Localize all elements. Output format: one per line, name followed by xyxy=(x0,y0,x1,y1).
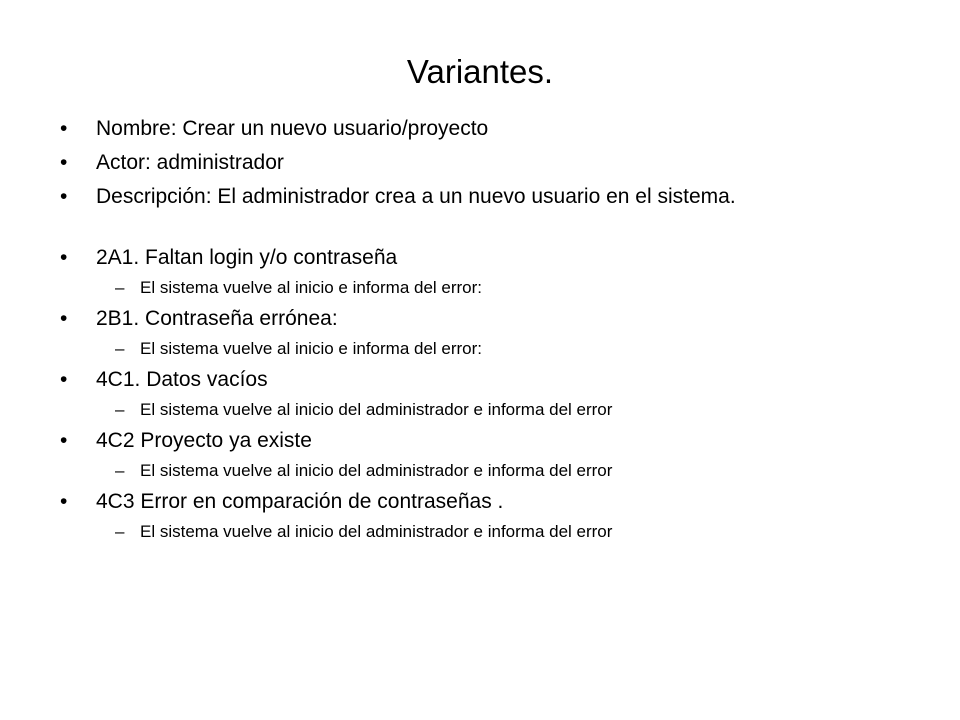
variant-detail-text: El sistema vuelve al inicio e informa del error: xyxy=(140,278,483,297)
bullet-icon: • xyxy=(60,246,68,269)
variant-detail xyxy=(60,399,920,421)
dash-icon: – xyxy=(115,400,125,419)
bullet-icon: • xyxy=(60,117,68,140)
spacer xyxy=(60,219,920,246)
slide-content xyxy=(60,117,920,551)
variant-label: 4C3 Error en comparación de contraseñas . xyxy=(96,490,504,513)
variant-item xyxy=(60,307,920,331)
variant-label: 4C1. Datos vacíos xyxy=(96,368,268,391)
bullet-item xyxy=(60,185,796,209)
variant-label: 2B1. Contraseña errónea: xyxy=(96,307,338,330)
bullet-icon: • xyxy=(60,429,68,452)
bullet-item xyxy=(60,117,920,141)
bullet-icon: • xyxy=(60,307,68,330)
bullet-text: Nombre: Crear un nuevo usuario/proyecto xyxy=(96,117,489,140)
variant-item xyxy=(60,368,920,392)
variant-detail xyxy=(60,460,920,482)
variant-label: 4C2 Proyecto ya existe xyxy=(96,429,312,452)
bullet-icon: • xyxy=(60,368,68,391)
variant-item xyxy=(60,246,920,270)
dash-icon: – xyxy=(115,339,125,358)
bullet-icon: • xyxy=(60,490,68,513)
slide-title: Variantes. xyxy=(406,53,554,90)
variant-item xyxy=(60,429,920,453)
bullet-item xyxy=(60,151,920,175)
variant-detail-text: El sistema vuelve al inicio del administrador e informa del error xyxy=(140,400,613,419)
variant-detail-text: El sistema vuelve al inicio del administrador e informa del error xyxy=(140,461,613,480)
bullet-text: Descripción: El administrador crea a un nuevo usuario en el sistema. xyxy=(96,185,736,208)
bullet-icon: • xyxy=(60,185,68,208)
dash-icon: – xyxy=(115,522,125,541)
variant-detail xyxy=(60,338,920,360)
bullet-icon: • xyxy=(60,151,68,174)
variant-detail xyxy=(60,277,920,299)
variant-detail xyxy=(60,521,920,543)
bullet-text: Actor: administrador xyxy=(96,151,284,174)
dash-icon: – xyxy=(115,461,125,480)
variant-label: 2A1. Faltan login y/o contraseña xyxy=(96,246,398,269)
dash-icon: – xyxy=(115,278,125,297)
variant-item xyxy=(60,490,920,514)
variant-detail-text: El sistema vuelve al inicio del administrador e informa del error xyxy=(140,522,613,541)
variant-detail-text: El sistema vuelve al inicio e informa del error: xyxy=(140,339,483,358)
